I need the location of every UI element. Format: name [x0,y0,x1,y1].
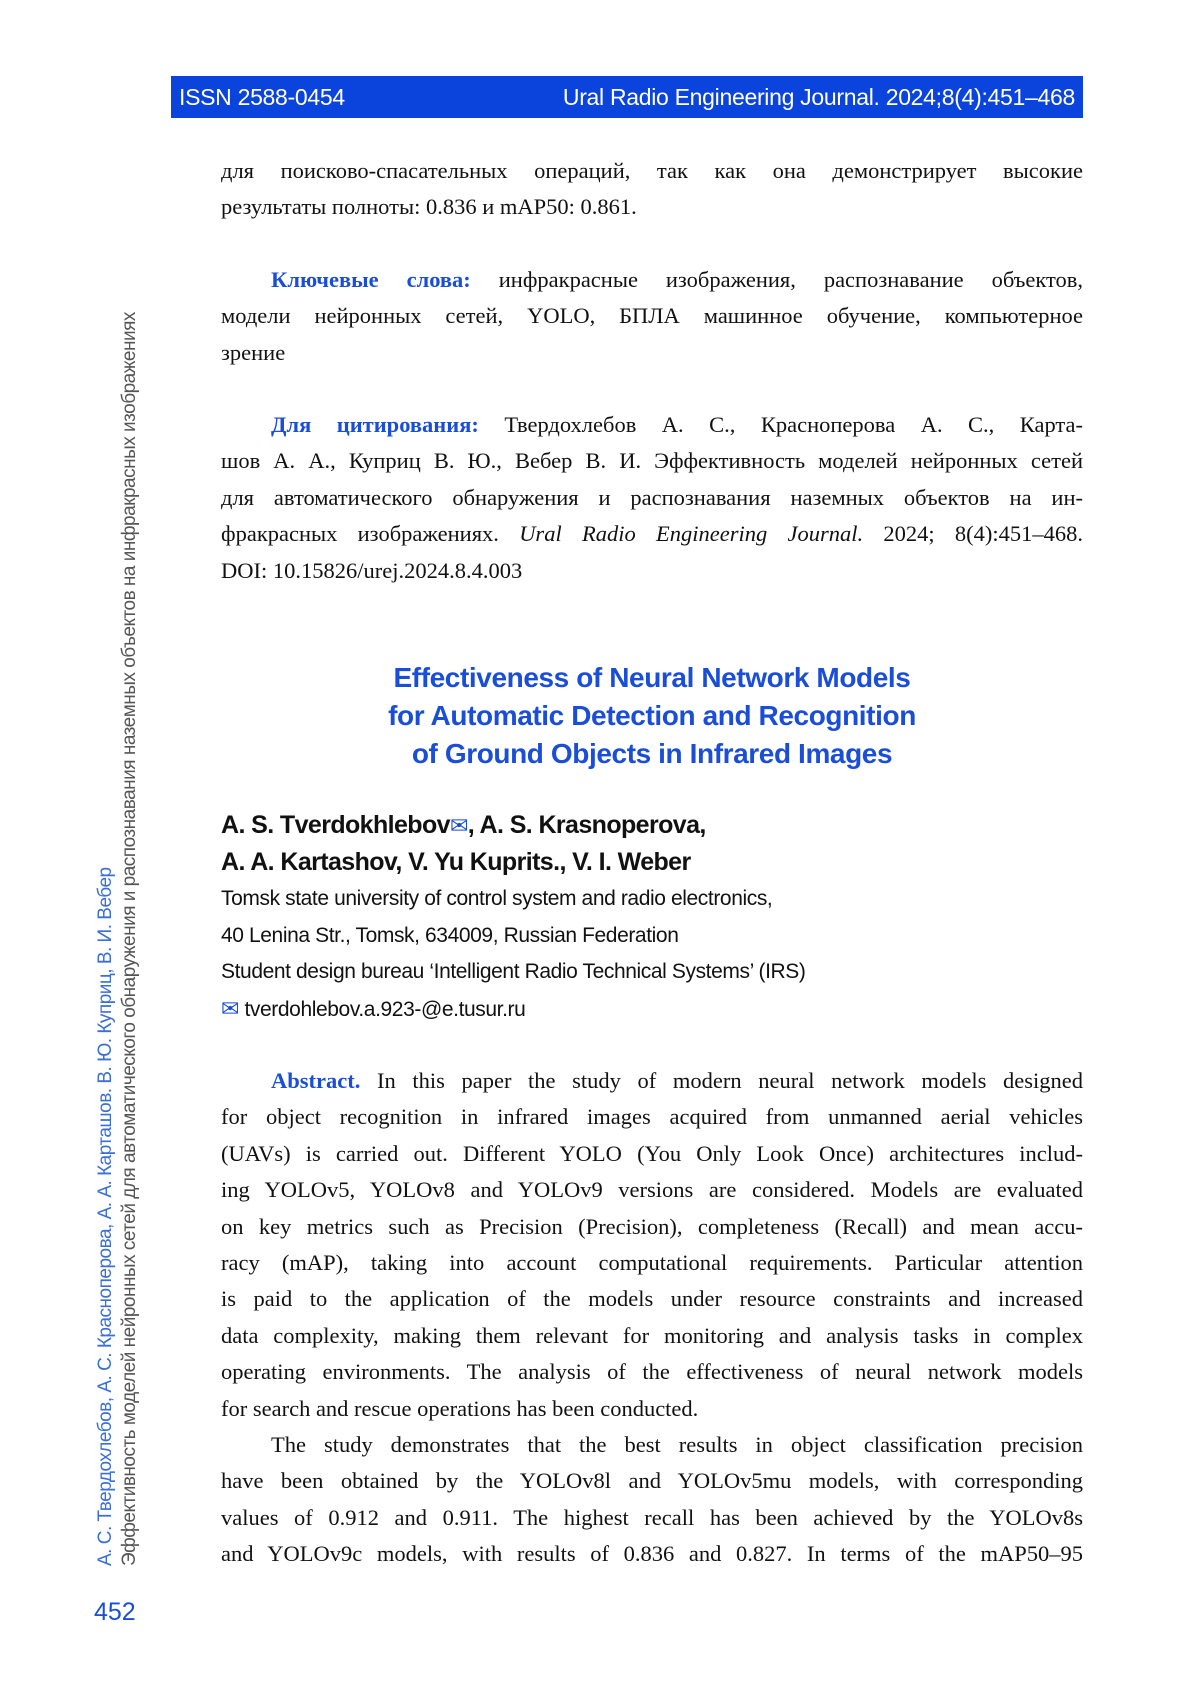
affiliation-line: 40 Lenina Str., Tomsk, 634009, Russian Federation [221,918,806,955]
doi: DOI: 10.15826/urej.2024.8.4.003 [221,553,1083,589]
text-line: шов А. А., Куприц В. Ю., Вебер В. И. Эффективность моделей нейронных сетей [221,443,1083,479]
authors [221,807,706,880]
page-number: 452 [94,1598,136,1627]
text-line: зрение [221,335,1083,371]
title-line: Effectiveness of Neural Network Models [221,659,1083,697]
text-line: operating environments. The analysis of the effectiveness of neural network models [221,1354,1083,1390]
corresponding-author: A. S. Tverdokhlebov [221,811,450,839]
text-line: The study demonstrates that the best results in object classification precision [221,1427,1083,1463]
keywords [221,262,1083,371]
author-list: , A. S. Krasnoperova, [468,811,706,839]
issn: ISSN 2588-0454 [179,84,345,111]
text-line: Твердохлебов А. С., Красноперова А. С., Карта- [504,412,1083,437]
paper-title [221,659,1083,773]
title-line: for Automatic Detection and Recognition [221,697,1083,735]
abstract [221,1063,1083,1572]
text-line: have been obtained by the YOLOv8l and YOLOv5mu models, with corresponding [221,1463,1083,1499]
envelope-icon: ✉ [450,813,468,838]
sidebar-title: Эффективность моделей нейронных сетей для автоматического обнаружения и распознавания наземных объектов на инфракрасных изображениях [118,146,142,1566]
text-line: (UAVs) is carried out. Different YOLO (You Only Look Once) architectures includ- [221,1136,1083,1172]
ru-abstract-end [221,153,1083,226]
journal-reference: Ural Radio Engineering Journal. 2024;8(4):451–468 [563,84,1075,111]
running-sidebar [94,146,142,1566]
title-line: of Ground Objects in Infrared Images [221,735,1083,773]
text-line: ing YOLOv5, YOLOv8 and YOLOv9 versions are considered. Models are evaluated [221,1172,1083,1208]
affiliation [221,881,806,1028]
text-line: результаты полноты: 0.836 и mAP50: 0.861. [221,189,1083,225]
envelope-icon: ✉ [221,996,239,1021]
text-line: for object recognition in infrared images acquired from unmanned aerial vehicles [221,1099,1083,1135]
text-line: инфракрасные изображения, распознавание объектов, [499,267,1083,292]
journal-header [171,76,1083,118]
text-line: values of 0.912 and 0.911. The highest recall has been achieved by the YOLOv8s [221,1500,1083,1536]
journal-name: Ural Radio Engineering Journal. [519,521,863,546]
text-line: для автоматического обнаружения и распознавания наземных объектов на ин- [221,480,1083,516]
text-line: фракрасных изображениях. [221,521,499,546]
citation [221,407,1083,589]
text-line: on key metrics such as Precision (Precision), completeness (Recall) and mean accu- [221,1209,1083,1245]
sidebar-authors: А. С. Твердохлебов, А. С. Красноперова, А. А. Карташов. В. Ю. Куприц, В. И. Вебер [94,146,118,1566]
citation-label: Для цитирования: [271,412,479,437]
text-line: is paid to the application of the models under resource constraints and increased [221,1281,1083,1317]
text-line: for search and rescue operations has been conducted. [221,1391,1083,1427]
author-list: A. A. Kartashov, V. Yu Kuprits., V. I. Weber [221,844,706,880]
text-line: модели нейронных сетей, YOLO, БПЛА машинное обучение, компьютерное [221,298,1083,334]
text-line: для поисково-спасательных операций, так как она демонстрирует высокие [221,153,1083,189]
text-line: and YOLOv9c models, with results of 0.836 and 0.827. In terms of the mAP50–95 [221,1536,1083,1572]
affiliation-line: Student design bureau ‘Intelligent Radio Technical Systems’ (IRS) [221,954,806,991]
affiliation-line: Tomsk state university of control system and radio electronics, [221,881,806,918]
author-email[interactable]: tverdohlebov.a.923-@e.tusur.ru [244,998,525,1021]
text-line: In this paper the study of modern neural network models designed [377,1068,1083,1093]
text-line: data complexity, making them relevant for monitoring and analysis tasks in complex [221,1318,1083,1354]
abstract-label: Abstract. [271,1068,360,1093]
text-line: 2024; 8(4):451–468. [883,521,1083,546]
text-line: racy (mAP), taking into account computational requirements. Particular attention [221,1245,1083,1281]
keywords-label: Ключевые слова: [271,267,471,292]
